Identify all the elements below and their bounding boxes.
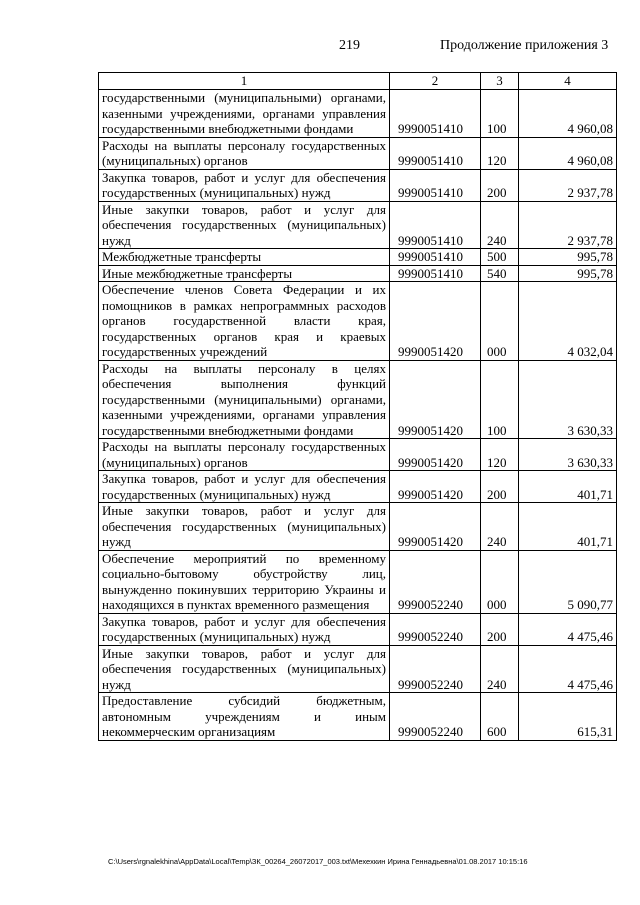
- page-number: 219: [339, 38, 360, 53]
- row-name-cell: Иные закупки товаров, работ и услуг для обеспечения государственных (муниципальных) нужд: [99, 503, 390, 551]
- header-col-4: 4: [519, 73, 617, 90]
- row-vr-cell: 100: [481, 90, 519, 138]
- row-code-cell: 9990051420: [390, 439, 481, 471]
- row-code-cell: 9990051420: [390, 471, 481, 503]
- row-sum-cell: 4 475,46: [519, 645, 617, 693]
- row-vr-cell: 120: [481, 137, 519, 169]
- row-sum-cell: 2 937,78: [519, 201, 617, 249]
- row-vr-cell: 240: [481, 503, 519, 551]
- row-name-cell: Расходы на выплаты персоналу государственных (муниципальных) органов: [99, 137, 390, 169]
- table-header-row: [99, 73, 617, 90]
- table-row: [99, 360, 617, 439]
- row-code-cell: 9990051410: [390, 201, 481, 249]
- row-name-cell: Обеспечение мероприятий по временному социально-бытовому обустройству лиц, вынужденно покинувших территорию Украины и находящихся в пунктах временного размещения: [99, 550, 390, 613]
- row-name-cell: Иные межбюджетные трансферты: [99, 265, 390, 282]
- row-sum-cell: 401,71: [519, 471, 617, 503]
- row-code-cell: 9990051410: [390, 137, 481, 169]
- table-row: [99, 693, 617, 741]
- row-sum-cell: 4 960,08: [519, 137, 617, 169]
- row-sum-cell: 401,71: [519, 503, 617, 551]
- row-name-cell: Иные закупки товаров, работ и услуг для обеспечения государственных (муниципальных) нужд: [99, 201, 390, 249]
- row-vr-cell: 240: [481, 645, 519, 693]
- table-row: [99, 550, 617, 613]
- table-row: [99, 169, 617, 201]
- budget-table: [98, 72, 617, 741]
- table-row: [99, 137, 617, 169]
- row-sum-cell: 4 032,04: [519, 282, 617, 361]
- table-row: [99, 645, 617, 693]
- row-sum-cell: 4 475,46: [519, 613, 617, 645]
- row-name-cell: Расходы на выплаты персоналу государственных (муниципальных) органов: [99, 439, 390, 471]
- header-col-2: 2: [390, 73, 481, 90]
- row-name-cell: Закупка товаров, работ и услуг для обеспечения государственных (муниципальных) нужд: [99, 471, 390, 503]
- table-row: [99, 471, 617, 503]
- file-path-footer: C:\Users\rgnalekhina\AppData\Local\Temp\ЗК_00264_26072017_003.txt\Мехехкин Ирина Геннадьевна\01.08.2017 10:15:16: [108, 857, 528, 866]
- row-name-cell: Межбюджетные трансферты: [99, 249, 390, 266]
- table-row: [99, 439, 617, 471]
- row-name-cell: Иные закупки товаров, работ и услуг для обеспечения государственных (муниципальных) нужд: [99, 645, 390, 693]
- row-code-cell: 9990052240: [390, 550, 481, 613]
- row-code-cell: 9990051420: [390, 282, 481, 361]
- table-row: [99, 249, 617, 266]
- row-sum-cell: 995,78: [519, 265, 617, 282]
- row-name-cell: государственными (муниципальными) органами, казенными учреждениями, органами управления государственными внебюджетными фондами: [99, 90, 390, 138]
- row-vr-cell: 000: [481, 282, 519, 361]
- row-name-cell: Расходы на выплаты персоналу в целях обеспечения выполнения функций государственными (муниципальными) органами, казенными учреждениями, органами управления государственными внебюджетными фондами: [99, 360, 390, 439]
- row-sum-cell: 2 937,78: [519, 169, 617, 201]
- row-sum-cell: 995,78: [519, 249, 617, 266]
- table-row: [99, 201, 617, 249]
- row-code-cell: 9990052240: [390, 645, 481, 693]
- row-code-cell: 9990051420: [390, 503, 481, 551]
- row-code-cell: 9990051410: [390, 90, 481, 138]
- continuation-caption: Продолжение приложения 3: [440, 38, 609, 53]
- row-vr-cell: 120: [481, 439, 519, 471]
- row-vr-cell: 200: [481, 471, 519, 503]
- header-col-3: 3: [481, 73, 519, 90]
- row-name-cell: Обеспечение членов Совета Федерации и их помощников в рамках непрограммных расходов органов государственной власти края, государственных органов края и краевых государственных учреждений: [99, 282, 390, 361]
- row-sum-cell: 3 630,33: [519, 439, 617, 471]
- table-row: [99, 503, 617, 551]
- row-sum-cell: 5 090,77: [519, 550, 617, 613]
- row-sum-cell: 4 960,08: [519, 90, 617, 138]
- table-row: [99, 282, 617, 361]
- row-vr-cell: 100: [481, 360, 519, 439]
- row-vr-cell: 240: [481, 201, 519, 249]
- row-name-cell: Закупка товаров, работ и услуг для обеспечения государственных (муниципальных) нужд: [99, 169, 390, 201]
- row-vr-cell: 000: [481, 550, 519, 613]
- row-code-cell: 9990051420: [390, 360, 481, 439]
- row-vr-cell: 200: [481, 169, 519, 201]
- table-row: [99, 613, 617, 645]
- row-name-cell: Закупка товаров, работ и услуг для обеспечения государственных (муниципальных) нужд: [99, 613, 390, 645]
- row-sum-cell: 3 630,33: [519, 360, 617, 439]
- table-row: [99, 90, 617, 138]
- row-code-cell: 9990052240: [390, 613, 481, 645]
- row-name-cell: Предоставление субсидий бюджетным, автономным учреждениям и иным некоммерческим организациям: [99, 693, 390, 741]
- row-sum-cell: 615,31: [519, 693, 617, 741]
- row-code-cell: 9990051410: [390, 265, 481, 282]
- header-col-1: 1: [99, 73, 390, 90]
- row-vr-cell: 600: [481, 693, 519, 741]
- row-vr-cell: 200: [481, 613, 519, 645]
- table-row: [99, 265, 617, 282]
- row-vr-cell: 500: [481, 249, 519, 266]
- row-code-cell: 9990051410: [390, 249, 481, 266]
- row-code-cell: 9990051410: [390, 169, 481, 201]
- row-code-cell: 9990052240: [390, 693, 481, 741]
- row-vr-cell: 540: [481, 265, 519, 282]
